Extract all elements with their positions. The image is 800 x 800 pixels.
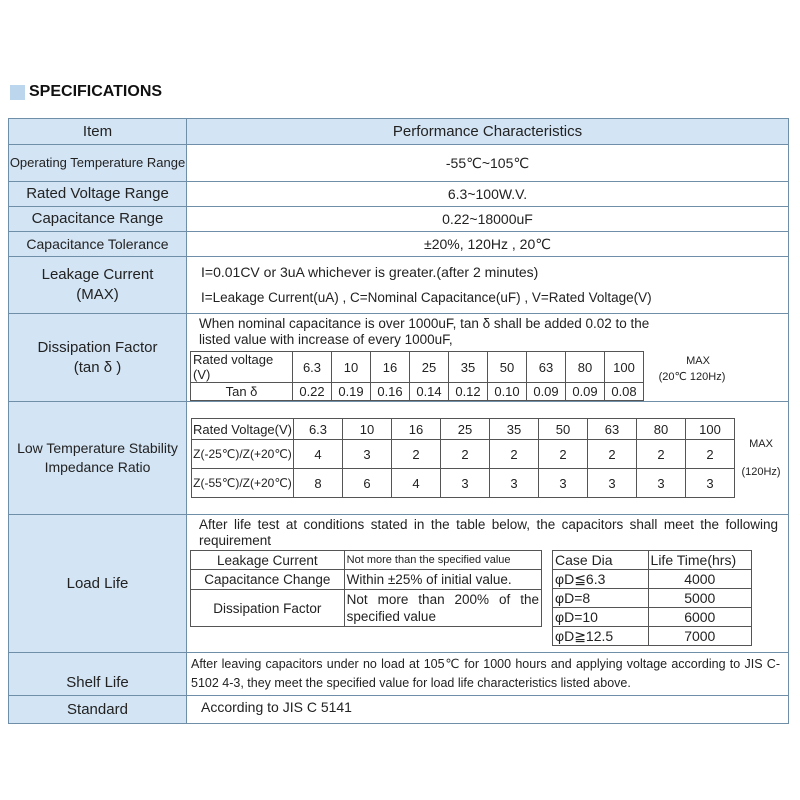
impedance-row-55-cell: 3 [441, 469, 490, 498]
impedance-voltage-cell: 50 [539, 419, 588, 440]
tan-value-cell: 0.19 [332, 383, 371, 401]
standard-value [187, 696, 789, 724]
tan-voltage-cell: 35 [449, 352, 488, 383]
criteria-label: Capacitance Change [191, 570, 345, 590]
criteria-value: Not more than the specified value [344, 551, 541, 570]
leakage-formula: I=0.01CV or 3uA whichever is greater.(after 2 minutes) [201, 264, 539, 280]
criteria-value: Not more than 200% of the specified value [344, 590, 541, 627]
capacitance-tolerance-value: ±20%, 120Hz , 20℃ [187, 232, 789, 257]
impedance-row-25-cell: 2 [392, 440, 441, 469]
tan-value-cell: 0.14 [410, 383, 449, 401]
tan-voltage-cell: 100 [605, 352, 644, 383]
life-time-table [552, 550, 752, 646]
impedance-voltage-cell: 10 [343, 419, 392, 440]
impedance-row-25-cell: 2 [539, 440, 588, 469]
capacitance-range-label: Capacitance Range [9, 207, 187, 232]
life-time-header: Life Time(hrs) [648, 551, 751, 570]
header-row [9, 119, 789, 145]
impedance-row-25-cell: 3 [343, 440, 392, 469]
leakage-label [9, 257, 187, 314]
leakage-label-line1: Leakage Current [41, 266, 154, 283]
tan-value-cell: 0.09 [566, 383, 605, 401]
low-temp-value [187, 402, 789, 515]
impedance-voltage-cell: 25 [441, 419, 490, 440]
life-row [553, 627, 752, 646]
impedance-row-55-cell: 3 [686, 469, 735, 498]
shelf-life-row [9, 653, 789, 696]
case-dia-cell: φD=8 [553, 589, 649, 608]
leakage-value [187, 257, 789, 314]
load-life-value [187, 515, 789, 653]
rated-voltage-value: 6.3~100W.V. [187, 182, 789, 207]
impedance-voltage-cell: 80 [637, 419, 686, 440]
low-temp-label-line2: Impedance Ratio [44, 459, 151, 475]
load-life-label: Load Life [9, 515, 187, 653]
tan-condition-label: (20℃ 120Hz) [658, 371, 726, 383]
impedance-row-55-cell: 3 [539, 469, 588, 498]
life-header-row [553, 551, 752, 570]
impedance-row-55-cell: 3 [588, 469, 637, 498]
impedance-row-55 [192, 469, 735, 498]
specifications-table [8, 118, 789, 724]
tan-value-cell: 0.16 [371, 383, 410, 401]
tan-max-label: MAX [686, 355, 710, 367]
impedance-voltage-label: Rated Voltage(V) [192, 419, 294, 440]
standard-text: According to JIS C 5141 [201, 699, 352, 715]
impedance-voltage-cell: 63 [588, 419, 637, 440]
impedance-voltage-cell: 6.3 [294, 419, 343, 440]
tan-value-cell: 0.08 [605, 383, 644, 401]
dissipation-label-line1: Dissipation Factor [37, 338, 158, 356]
tan-voltage-cell: 10 [332, 352, 371, 383]
operating-temp-value: -55℃~105℃ [187, 145, 789, 182]
impedance-voltage-cell: 100 [686, 419, 735, 440]
leakage-legend: I=Leakage Current(uA) , C=Nominal Capacitance(uF) , V=Rated Voltage(V) [201, 290, 652, 305]
tan-delta-table [190, 351, 644, 401]
impedance-max-label: MAX [749, 438, 773, 450]
life-row [553, 589, 752, 608]
low-temp-label [9, 402, 187, 515]
impedance-row-25 [192, 440, 735, 469]
criteria-row [191, 570, 542, 590]
header-performance: Performance Characteristics [187, 119, 789, 145]
life-time-cell: 7000 [648, 627, 751, 646]
impedance-voltage-row [192, 419, 735, 440]
dissipation-label [9, 314, 187, 402]
shelf-life-label: Shelf Life [9, 653, 187, 696]
case-dia-cell: φD=10 [553, 608, 649, 627]
impedance-row-25-label: Z(-25℃)/Z(+20℃) [192, 440, 294, 469]
shelf-life-value [187, 653, 789, 696]
tan-voltage-cell: 6.3 [293, 352, 332, 383]
low-temp-row [9, 402, 789, 515]
life-time-cell: 5000 [648, 589, 751, 608]
impedance-row-55-cell: 3 [490, 469, 539, 498]
rated-voltage-row [9, 182, 789, 207]
tan-value-row [191, 383, 644, 401]
tan-voltage-cell: 63 [527, 352, 566, 383]
criteria-label: Dissipation Factor [191, 590, 345, 627]
rated-voltage-label: Rated Voltage Range [9, 182, 187, 207]
criteria-label: Leakage Current [191, 551, 345, 570]
capacitance-tolerance-row [9, 232, 789, 257]
dissipation-value [187, 314, 789, 402]
life-time-cell: 4000 [648, 570, 751, 589]
impedance-row-55-cell: 3 [637, 469, 686, 498]
tan-voltage-cell: 50 [488, 352, 527, 383]
standard-label: Standard [9, 696, 187, 724]
capacitance-tolerance-label: Capacitance Tolerance [9, 232, 187, 257]
impedance-row-55-cell: 4 [392, 469, 441, 498]
load-life-row [9, 515, 789, 653]
impedance-row-55-label: Z(-55℃)/Z(+20℃) [192, 469, 294, 498]
section-heading [10, 83, 162, 101]
impedance-condition-label: (120Hz) [741, 466, 781, 478]
dissipation-note: When nominal capacitance is over 1000uF, tan δ shall be added 0.02 to the listed value with increase of every 1000uF, [199, 316, 650, 347]
criteria-row [191, 551, 542, 570]
impedance-row-55-cell: 6 [343, 469, 392, 498]
tan-voltage-label: Rated voltage (V) [191, 352, 293, 383]
tan-value-cell: 0.12 [449, 383, 488, 401]
capacitance-range-value: 0.22~18000uF [187, 207, 789, 232]
tan-voltage-cell: 25 [410, 352, 449, 383]
heading-text: SPECIFICATIONS [29, 83, 163, 100]
load-life-criteria-table [190, 550, 542, 627]
low-temp-label-line1: Low Temperature Stability [17, 440, 178, 456]
impedance-row-25-cell: 4 [294, 440, 343, 469]
case-dia-cell: φD≧12.5 [553, 627, 649, 646]
life-time-cell: 6000 [648, 608, 751, 627]
standard-row [9, 696, 789, 724]
impedance-row-25-cell: 2 [686, 440, 735, 469]
impedance-row-25-cell: 2 [490, 440, 539, 469]
impedance-row-25-cell: 2 [441, 440, 490, 469]
impedance-row-25-cell: 2 [588, 440, 637, 469]
impedance-row-25-cell: 2 [637, 440, 686, 469]
life-row [553, 608, 752, 627]
tan-value-cell: 0.09 [527, 383, 566, 401]
tan-value-cell: 0.10 [488, 383, 527, 401]
impedance-voltage-cell: 16 [392, 419, 441, 440]
criteria-row [191, 590, 542, 627]
leakage-row [9, 257, 789, 314]
dissipation-row [9, 314, 789, 402]
tan-voltage-cell: 16 [371, 352, 410, 383]
leakage-label-line2: (MAX) [76, 286, 119, 303]
operating-temp-row [9, 145, 789, 182]
heading-marker [10, 85, 25, 100]
capacitance-range-row [9, 207, 789, 232]
case-dia-header: Case Dia [553, 551, 649, 570]
dissipation-label-line2: (tan δ ) [73, 358, 122, 376]
operating-temp-label: Operating Temperature Range [9, 145, 187, 182]
life-row [553, 570, 752, 589]
tan-value-label: Tan δ [191, 383, 293, 401]
shelf-life-text: After leaving capacitors under no load at 105℃ for 1000 hours and applying voltage according to JIS C-5102 4-3, they meet the specified value for load life characteristics listed above. [191, 657, 780, 690]
impedance-ratio-table [191, 418, 735, 498]
case-dia-cell: φD≦6.3 [553, 570, 649, 589]
tan-voltage-cell: 80 [566, 352, 605, 383]
tan-voltage-row [191, 352, 644, 383]
impedance-voltage-cell: 35 [490, 419, 539, 440]
load-life-note: After life test at conditions stated in the table below, the capacitors shall meet the following requirement [199, 517, 778, 548]
impedance-row-55-cell: 8 [294, 469, 343, 498]
header-item: Item [9, 119, 187, 145]
tan-value-cell: 0.22 [293, 383, 332, 401]
criteria-value: Within ±25% of initial value. [344, 570, 541, 590]
